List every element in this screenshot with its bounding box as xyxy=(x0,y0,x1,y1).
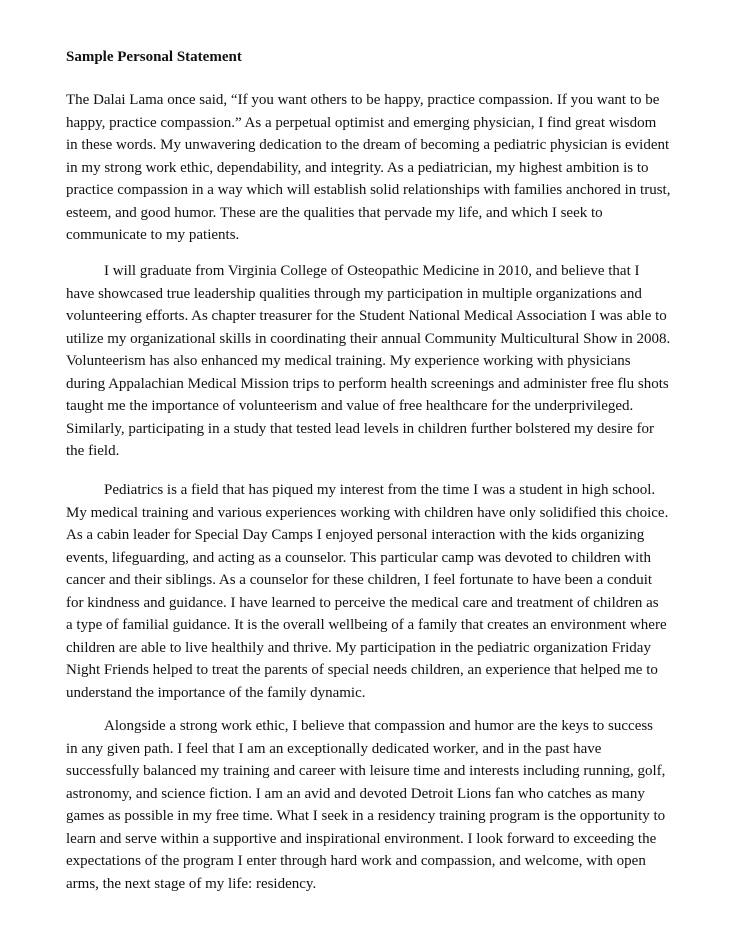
paragraph-2 xyxy=(66,260,670,463)
paragraph-line: Similarly, participating in a study that tested lead levels in children further bolstered my desire for xyxy=(66,420,655,437)
paragraph-line: utilize my organizational skills in coordinating their annual Community Multicultural Show in 2008. xyxy=(66,330,671,347)
paragraph-line: Night Friends helped to treat the parents of special needs children, an experience that helped me to xyxy=(66,662,658,678)
paragraph-line: the field. xyxy=(66,443,120,459)
paragraph-line: My medical training and various experiences working with children have only solidified this choice. xyxy=(66,504,669,521)
paragraph-line: have showcased true leadership qualities through my participation in multiple organizations and xyxy=(66,285,642,302)
paragraph-line: learn and serve within a supportive and inspirational environment. I look forward to exceeding the xyxy=(66,830,657,847)
paragraph-line: The Dalai Lama once said, “If you want others to be happy, practice compassion. If you want to be xyxy=(66,92,660,108)
paragraph-line: communicate to my patients. xyxy=(66,227,240,243)
paragraph-3 xyxy=(66,479,668,704)
paragraph-line: taught me the importance of volunteerism and value of free healthcare for the underprivileged. xyxy=(66,398,634,414)
paragraph-line: Volunteerism has also enhanced my medical training. My experience working with physicians xyxy=(66,353,631,369)
paragraph-line: I will graduate from Virginia College of Osteopathic Medicine in 2010, and believe that I xyxy=(104,263,640,279)
paragraph-line: games as possible in my free time. What I seek in a residency training program is the opportunity to xyxy=(66,808,666,824)
paragraph-line: Pediatrics is a field that has piqued my interest from the time I was a student in high school. xyxy=(104,482,656,498)
paragraph-line: for kindness and guidance. I have learned to perceive the medical care and treatment of children as xyxy=(66,594,659,611)
paragraph-line: arms, the next stage of my life: residency. xyxy=(66,875,317,892)
document-title: Sample Personal Statement xyxy=(66,49,242,65)
paragraph-line: a type of familial guidance. It is the overall wellbeing of a family that creates an environment where xyxy=(66,617,667,633)
paragraph-1 xyxy=(66,89,670,247)
paragraph-line: esteem, and good humor. These are the qualities that pervade my life, and which I seek to xyxy=(66,204,603,221)
paragraph-line: volunteering efforts. As chapter treasurer for the Student National Medical Association I was able to xyxy=(66,308,667,324)
paragraph-line: As a cabin leader for Special Day Camps I enjoyed personal interaction with the kids organizing xyxy=(66,527,645,543)
paragraph-line: happy, practice compassion.” As a perpetual optimist and emerging physician, I find great wisdom xyxy=(66,114,657,131)
paragraph-line: successfully balanced my training and career with leisure time and interests including running, golf, xyxy=(66,763,666,779)
paragraph-line: practice compassion in a way which will establish solid relationships with families anchored in trust, xyxy=(66,182,671,198)
paragraph-4 xyxy=(66,715,665,895)
paragraph-line: children are able to live healthily and thrive. My participation in the pediatric organization Friday xyxy=(66,639,651,656)
paragraph-line: understand the importance of the family dynamic. xyxy=(66,684,366,701)
paragraph-line: Alongside a strong work ethic, I believe that compassion and humor are the keys to success xyxy=(104,718,654,734)
paragraph-line: expectations of the program I enter through hard work and compassion, and welcome, with open xyxy=(66,853,646,869)
paragraph-line: astronomy, and science fiction. I am an avid and devoted Detroit Lions fan who catches as many xyxy=(66,785,645,802)
paragraph-line: in any given path. I feel that I am an exceptionally dedicated worker, and in the past have xyxy=(66,740,602,757)
paragraph-line: during Appalachian Medical Mission trips to perform health screenings and administer free flu shots xyxy=(66,375,669,392)
paragraph-line: in my strong work ethic, dependability, and integrity. As a pediatrician, my highest ambition is to xyxy=(66,159,649,176)
paragraph-line: in these words. My unwavering dedication to the dream of becoming a pediatric physician is evident xyxy=(66,137,670,153)
paragraph-line: events, lifeguarding, and acting as a counselor. This particular camp was devoted to children with xyxy=(66,549,651,566)
paragraph-line: cancer and their siblings. As a counselor for these children, I feel fortunate to have been a conduit xyxy=(66,572,653,588)
